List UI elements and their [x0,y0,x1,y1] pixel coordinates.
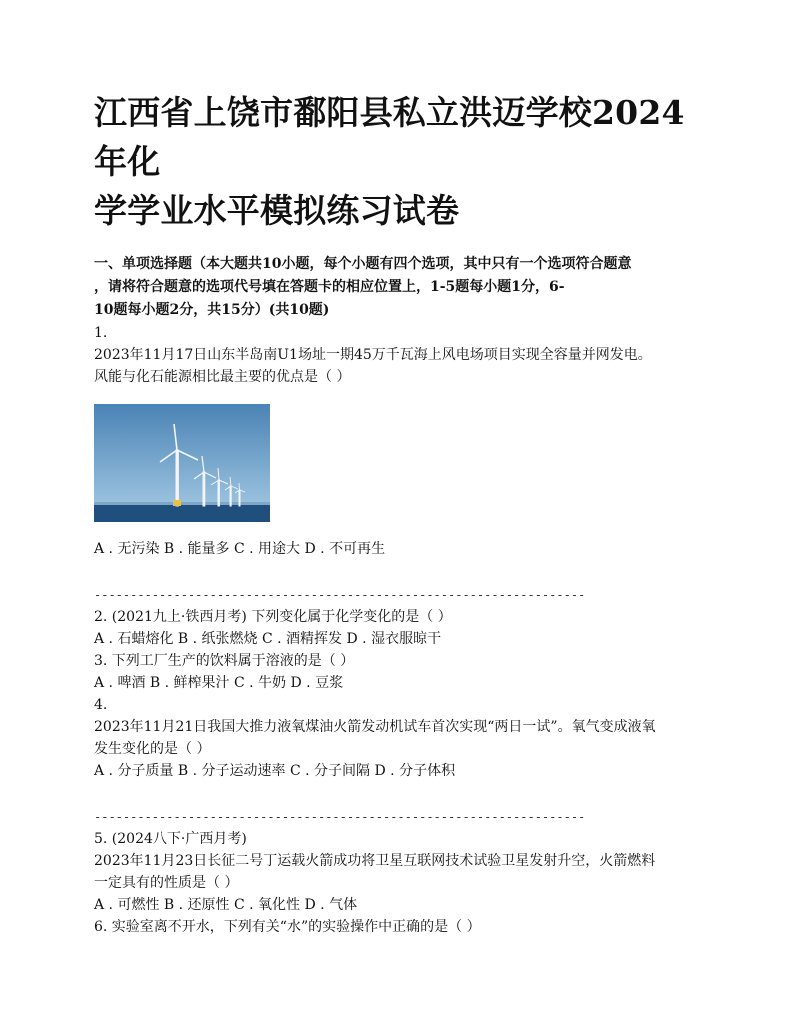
document-page [94,88,706,938]
question-1-options: A . 无污染 B . 能量多 C . 用途大 D . 不可再生 [94,541,386,557]
section-heading-line-2: ，请将符合题意的选项代号填在答题卡的相应位置上，1-5题每小题1分，6- [94,279,565,295]
question-5 [94,828,706,916]
question-1-number: 1. [94,325,108,341]
section-heading-line-1: 一、单项选择题（本大题共10小题，每个小题有四个选项，其中只有一个选项符合题意 [94,256,632,272]
question-5-line-1: 2023年11月23日长征二号丁运载火箭成功将卫星互联网技术试验卫星发射升空，火箭燃料 [94,853,656,869]
question-1-line-2: 风能与化石能源相比最主要的优点是（ ） [94,369,351,385]
section-heading-line-3: 10题每小题2分，共15分）(共10题) [94,302,330,318]
question-4-line-1: 2023年11月21日我国大推力液氧煤油火箭发动机试车首次实现“两日一试”。氧气变成液氧 [94,719,656,735]
question-3 [94,650,706,694]
question-4-number: 4. [94,697,108,713]
question-5-line-2: 一定具有的性质是（ ） [94,875,239,891]
question-3-options: A . 啤酒 B . 鲜榨果汁 C . 牛奶 D . 豆浆 [94,675,344,691]
question-5-number: 5. (2024八下·广西月考) [94,831,247,847]
title-line-2: 学学业水平模拟练习试卷 [94,191,460,230]
question-6-stem: 6. 实验室离不开水，下列有关“水”的实验操作中正确的是（ ） [94,919,481,935]
question-6 [94,916,706,938]
title-line-1: 江西省上饶市鄱阳县私立洪迈学校2024年化 [94,93,685,181]
wind-turbine-photo-icon [94,404,270,522]
question-5-options: A . 可燃性 B . 还原性 C . 氧化性 D . 气体 [94,897,358,913]
divider-2: -------------------------------------------------------------------- [94,810,586,824]
question-1-line-1: 2023年11月17日山东半岛南U1场址一期45万千瓦海上风电场项目实现全容量并网发电。 [94,347,652,363]
question-4 [94,694,706,782]
divider-1: -------------------------------------------------------------------- [94,588,586,602]
question-4-options: A . 分子质量 B . 分子运动速率 C . 分子间隔 D . 分子体积 [94,763,456,779]
question-2-options: A . 石蜡熔化 B . 纸张燃烧 C . 酒精挥发 D . 湿衣服晾干 [94,631,442,647]
question-2-stem: 2. (2021九上·铁西月考) 下列变化属于化学变化的是（ ） [94,609,452,625]
question-4-line-2: 发生变化的是（ ） [94,741,211,757]
section-heading [94,253,706,322]
document-title [94,88,706,235]
question-3-stem: 3. 下列工厂生产的饮料属于溶液的是（ ） [94,653,355,669]
question-1 [94,322,706,560]
question-2 [94,606,706,650]
